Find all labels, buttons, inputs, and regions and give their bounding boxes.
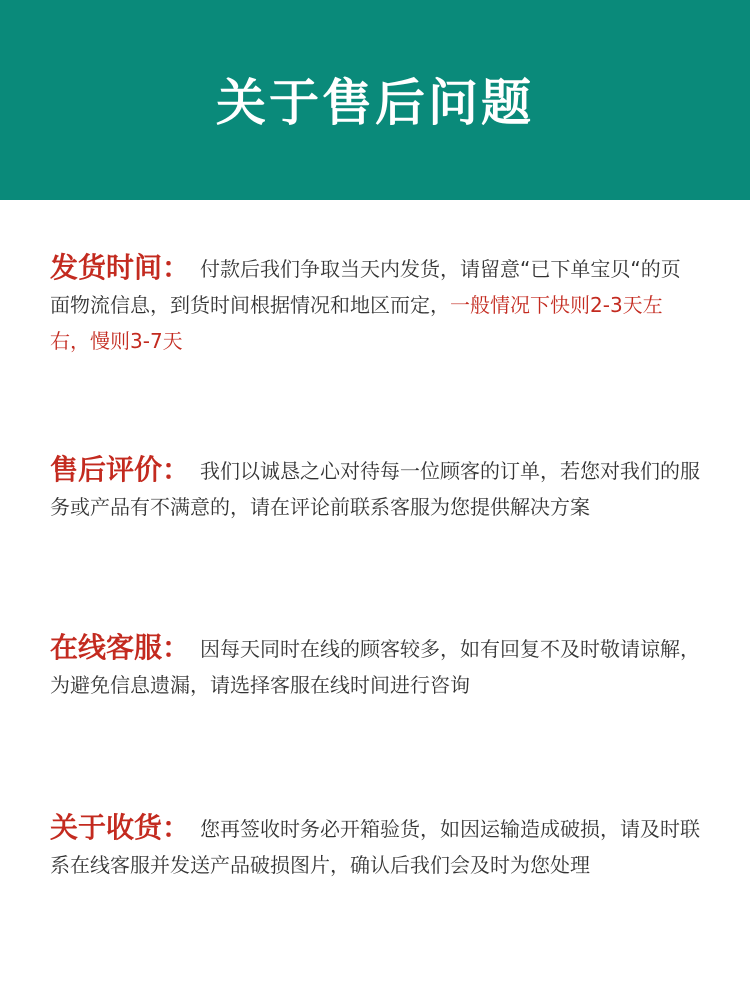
section-label: 发货时间： bbox=[50, 251, 191, 284]
section-highlight-text: 一般情况下快则2-3天左右，慢则3-7天 bbox=[50, 293, 663, 353]
section-label: 关于收货： bbox=[50, 811, 191, 844]
section-receiving bbox=[50, 810, 700, 883]
section-after-sales-review bbox=[50, 452, 700, 525]
section-shipping-time bbox=[50, 250, 700, 359]
section-online-service bbox=[50, 630, 700, 703]
section-label: 售后评价： bbox=[50, 453, 191, 486]
section-text: 因每天同时在线的顾客较多，如有回复不及时敬请谅解，为避免信息遗漏，请选择客服在线时间进行咨询 bbox=[50, 637, 701, 697]
page-title: 关于售后问题 bbox=[216, 74, 534, 132]
section-text: 付款后我们争取当天内发货，请留意“已下单宝贝“的页面物流信息，到货时间根据情况和地区而定， bbox=[50, 257, 681, 317]
section-text: 您再签收时务必开箱验货，如因运输造成破损，请及时联系在线客服并发送产品破损图片，确认后我们会及时为您处理 bbox=[50, 817, 701, 877]
section-text: 我们以诚恳之心对待每一位顾客的订单，若您对我们的服务或产品有不满意的，请在评论前联系客服为您提供解决方案 bbox=[50, 459, 701, 519]
section-label: 在线客服： bbox=[50, 631, 191, 664]
header-banner bbox=[0, 0, 750, 200]
